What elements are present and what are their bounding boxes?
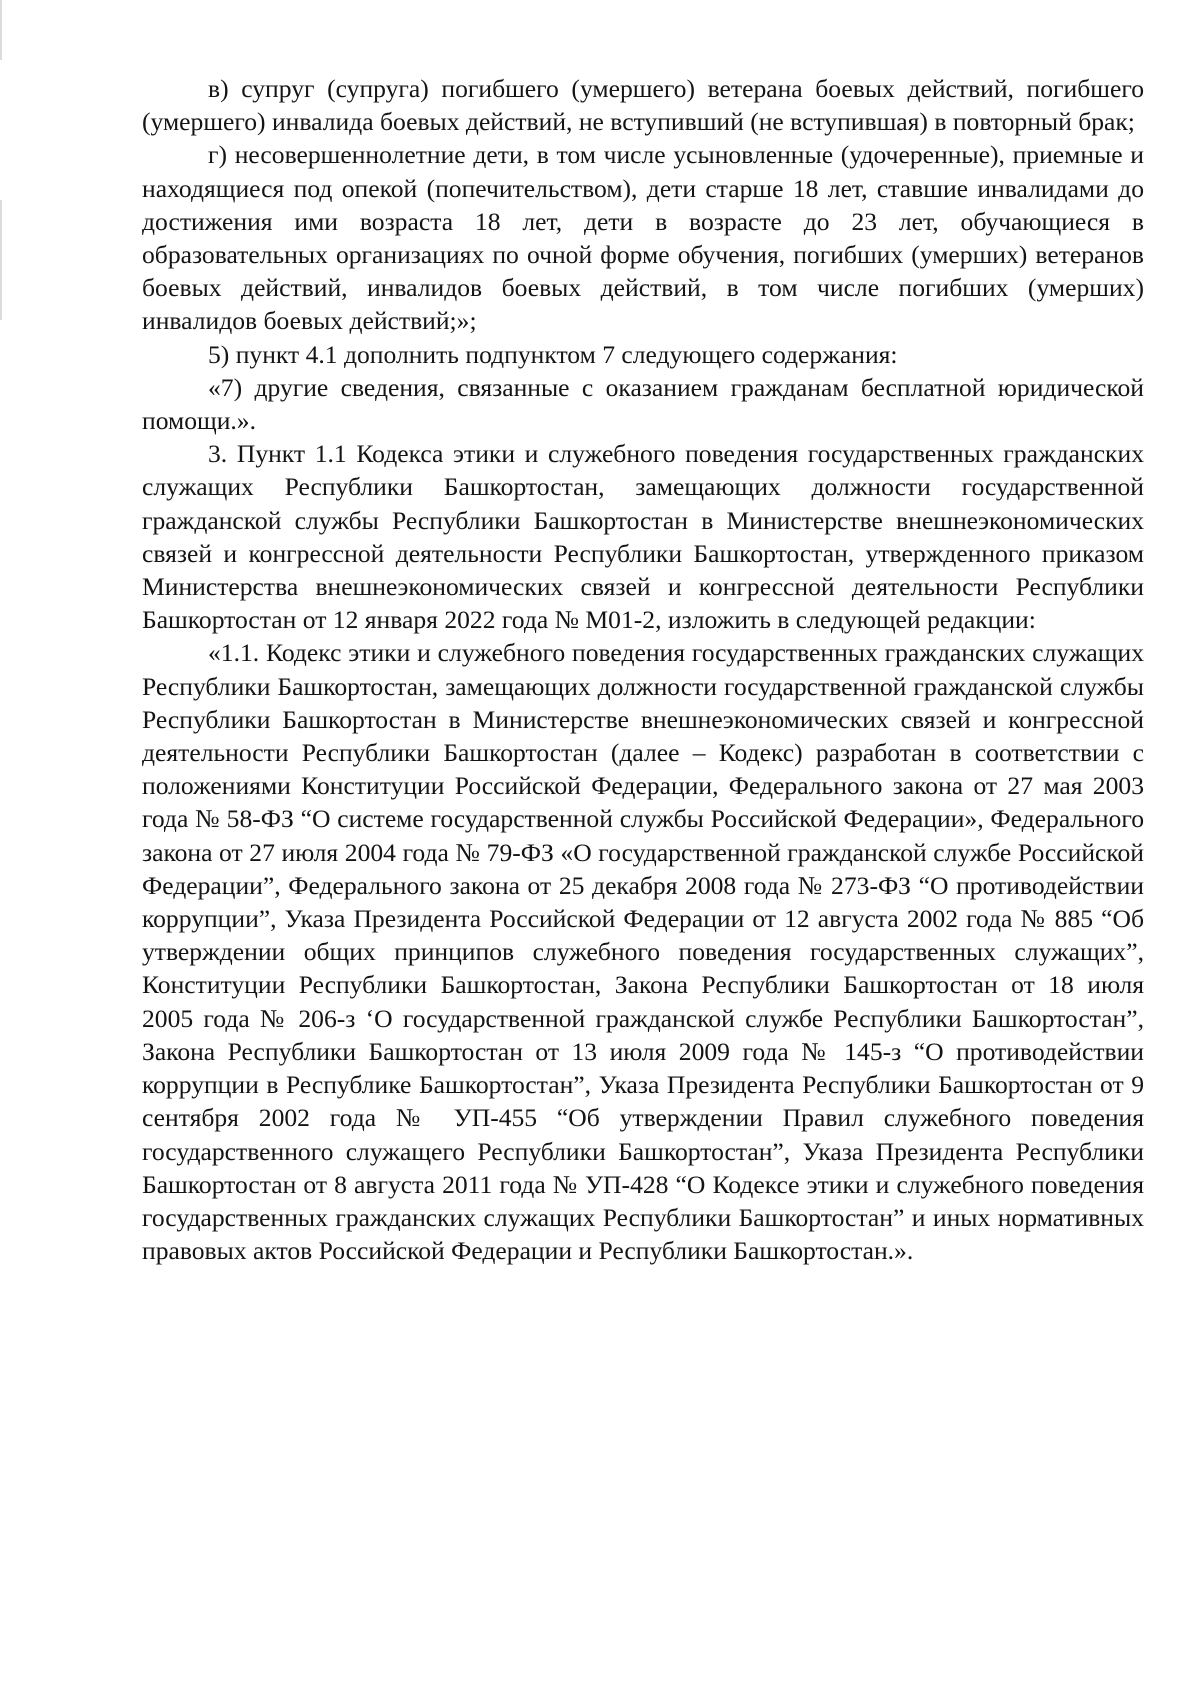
document-body — [142, 72, 1144, 1267]
paragraph-item-3: 3. Пункт 1.1 Кодекса этики и служебного поведения государственных гражданских служащих Республики Башкортостан, замещающих должности государственной гражданской службы Республики Башкортостан в Министерстве внешнеэкономических связей и конгрессной деятельности Республики Башкортостан, утвержденного приказом Министерства внешнеэкономических связей и конгрессной деятельности Республики Башкортостан от 12 января 2022 года № М01-2, изложить в следующей редакции: — [142, 439, 1144, 635]
scan-edge-mark — [0, 0, 2, 60]
scan-edge-mark — [0, 200, 2, 320]
paragraph-subitem-7: «7) другие сведения, связанные с оказанием гражданам бесплатной юридической помощи.». — [142, 372, 1144, 436]
paragraph-spouse: в) супруг (супруга) погибшего (умершего) ветерана боевых действий, погибшего (умершего) инвалида боевых действий, не вступивший (не вступившая) в повторный брак; — [142, 74, 1144, 137]
paragraph-children: г) несовершеннолетние дети, в том числе усыновленные (удочеренные), приемные и находящиеся под опекой (попечительством), дети старше 18 лет, ставшие инвалидами до достижения ими возраста 18 лет, дети в возрасте до 23 лет, обучающиеся в образовательных организациях по очной форме обучения, погибших (умерших) ветеранов боевых действий, инвалидов боевых действий, в том числе погибших (умерших) инвалидов боевых действий;»; — [142, 140, 1144, 336]
paragraph-item-5: 5) пункт 4.1 дополнить подпунктом 7 следующего содержания: — [208, 339, 898, 369]
paragraph-code-1-1: «1.1. Кодекс этики и служебного поведения государственных гражданских служащих Республики Башкортостан, замещающих должности государственной гражданской службы Республики Башкортостан в Министерстве внешнеэкономических связей и конгрессной деятельности Республики Башкортостан (далее – Кодекс) разработан в соответствии с положениями Конституции Российской Федерации, Федерального закона от 27 мая 2003 года № 58-ФЗ “О системе государственной службы Российской Федерации», Федерального закона от 27 июля 2004 года № 79-ФЗ «О государственной гражданской службе Российской Федерации”, Федерального закона от 25 декабря 2008 года № 273-ФЗ “О противодействии коррупции”, Указа Президента Российской Федерации от 12 августа 2002 года № 885 “Об утверждении общих принципов служебного поведения государственных служащих”, Конституции Республики Башкортостан, Закона Республики Башкортостан от 18 июля 2005 года № 206-з ‘О государственной гражданской службе Республики Башкортостан”, Закона Республики Башкортостан от 13 июля 2009 года № 145-з “О противодействии коррупции в Республике Башкортостан”, Указа Президента Республики Башкортостан от 9 сентября 2002 года № УП-455 “Об утверждении Правил служебного поведения государственного служащего Республики Башкортостан”, Указа Президента Республики Башкортостан от 8 августа 2011 года № УП-428 “О Кодексе этики и служебного поведения государственных гражданских служащих Республики Башкортостан” и иных нормативных правовых актов Российской Федерации и Республики Башкортостан.». — [142, 638, 1144, 1266]
